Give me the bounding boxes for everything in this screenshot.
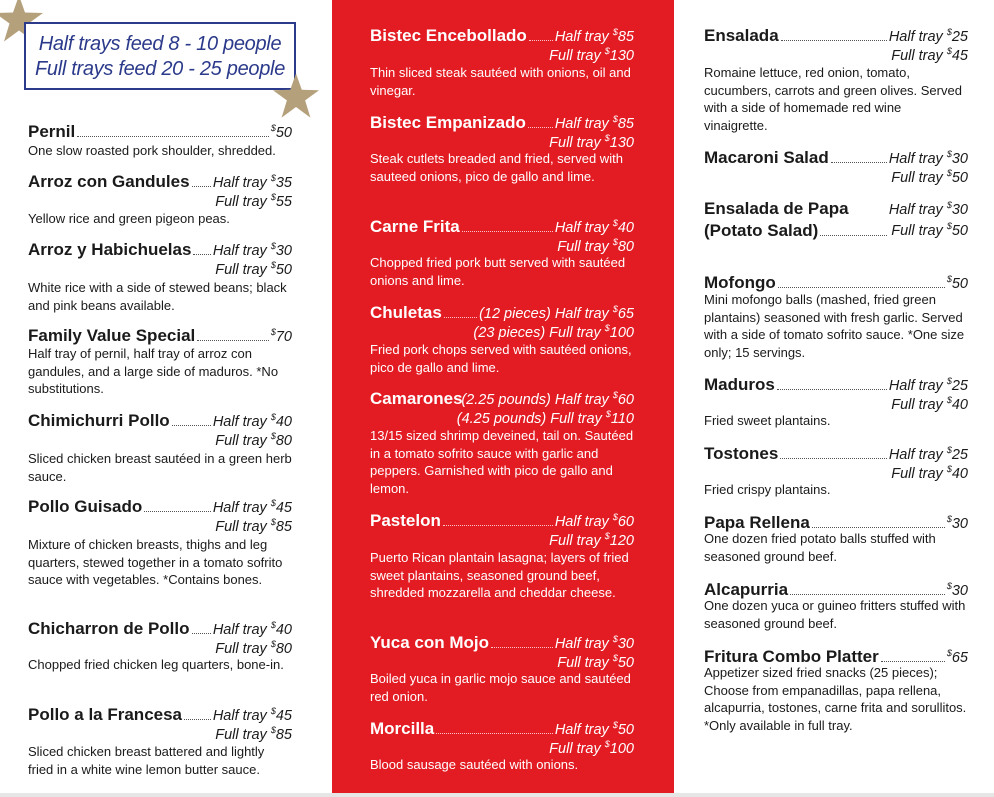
price-second [215,727,292,744]
price-second-amount: 50 [275,262,292,278]
price-first [555,722,634,739]
price-second-label: Full tray [215,433,267,449]
menu-item-description: Puerto Rican plantain lasagna; layers of fried sweet plantains, seasoned ground beef, shredded mozzarella and cheddar cheese. [370,550,629,601]
price-first-label: Half tray [554,636,609,652]
menu-item [370,719,634,772]
dot-leader [529,40,553,41]
price-first [555,29,634,46]
price-first-label: 30 [951,583,968,599]
price-first-label: 70 [275,329,292,345]
price-first-amount: 25 [951,378,968,394]
menu-item [370,113,634,184]
currency-symbol: $ [270,498,276,509]
price-first [555,116,634,133]
menu-item-name: Camarones [370,389,463,408]
price-second-amount: 120 [609,533,634,549]
menu-item-name: Chimichurri Pollo [28,411,170,430]
currency-symbol: $ [270,431,276,442]
price-first-label: Half tray [888,378,943,394]
price-first [555,514,634,531]
price-second-amount: 85 [275,519,292,535]
price-second [891,48,968,65]
banner-line-full: Full trays feed 20 - 25 people [34,58,286,80]
menu-item-header [704,26,968,64]
menu-item-header [704,199,968,240]
currency-symbol: $ [946,149,952,160]
dot-leader [444,317,477,318]
price-second-amount: 110 [610,411,634,427]
price-second-label: (4.25 pounds) Full tray [456,411,602,427]
menu-item-name: Mofongo [704,273,776,292]
price-second-amount: 130 [609,135,634,151]
menu-item-description: One dozen fried potato balls stuffed with seasoned ground beef. [704,531,936,564]
menu-item [370,26,634,98]
menu-item-description: Yellow rice and green pigeon peas. [28,211,230,226]
price-second-amount: 50 [951,223,968,239]
dot-leader [192,633,211,634]
menu-item-header [370,113,634,151]
price-first-label: Half tray [888,202,943,218]
dot-leader [197,340,269,341]
price-first-label: Half tray [212,622,267,638]
currency-symbol: $ [946,274,952,285]
menu-item [28,122,292,158]
menu-item [28,240,292,313]
price-first-label: Half tray [888,29,943,45]
price-second-amount: 85 [275,727,292,743]
price-first [555,220,634,237]
price-second-label: Full tray [549,48,601,64]
menu-item [370,511,634,601]
price-first-amount: 25 [951,29,968,45]
menu-item-name: Pernil [28,122,76,141]
price-second [891,223,968,240]
menu-item-description: Sliced chicken breast sautéed in a green herb sauce. [28,451,292,484]
price-first-label: Half tray [212,243,267,259]
currency-symbol: $ [946,648,952,659]
dot-leader [528,127,553,128]
dot-leader [462,231,553,232]
menu-item [28,326,292,397]
menu-item-description: Half tray of pernil, half tray of arroz con gandules, and a large side of maduros. *No substitutions. [28,346,279,397]
menu-item [704,148,968,186]
price-first-label: Half tray [554,116,609,132]
menu-item-header [28,326,292,346]
dot-leader [184,719,211,720]
menu-item-name: Papa Rellena [704,513,810,532]
menu-item [704,273,968,360]
menu-item [704,580,968,631]
price-second-label: Full tray [549,533,601,549]
price-first-amount: 60 [617,392,634,408]
price-first-label: Half tray [554,514,609,530]
price-second-label: Full tray [557,655,609,671]
price-first-label: Half tray [212,500,267,516]
menu-item-name: Chuletas [370,303,442,322]
currency-symbol: $ [270,241,276,252]
price-first [889,447,968,464]
dot-leader [790,594,945,595]
price-second [215,262,292,279]
menu-item-description: Chopped fried pork butt served with sautéed onions and lime. [370,255,626,288]
price-second [215,519,292,536]
menu-item [28,172,292,226]
currency-symbol: $ [270,123,276,134]
page-bottom-rule [0,793,994,797]
menu-item-header [370,217,634,255]
banner-line-half: Half trays feed 8 - 10 people [38,33,282,55]
price-second [473,325,634,342]
price-first-label: Half tray [212,414,267,430]
menu-item-description: Fried crispy plantains. [704,482,831,497]
price-first-label: 65 [951,650,968,666]
dot-leader [778,287,945,288]
price-first-amount: 85 [617,116,634,132]
currency-symbol: $ [270,260,276,271]
price-first-amount: 30 [951,202,968,218]
price-second-label: Full tray [549,135,601,151]
price-first [271,125,292,142]
menu-item-description: Mixture of chicken breasts, thighs and leg quarters, stewed together in a tomato sofrito sauce with vegetables. *Contains bones. [28,537,283,588]
price-first-amount: 30 [617,636,634,652]
menu-item-header [28,240,292,278]
star-icon [272,72,320,120]
dot-leader [443,525,553,526]
price-first-amount: 25 [951,447,968,463]
price-first-label: 50 [275,125,292,141]
currency-symbol: $ [270,725,276,736]
currency-symbol: $ [270,620,276,631]
menu-item-name: Pollo Guisado [28,497,143,516]
currency-symbol: $ [946,395,952,406]
menu-item-name: Fritura Combo Platter [704,647,879,666]
menu-item [704,513,968,564]
price-second-amount: 80 [617,239,634,255]
menu-item-name: Macaroni Salad [704,148,829,167]
menu-item [370,389,634,496]
currency-symbol: $ [270,327,276,338]
menu-item-header [704,148,968,186]
currency-symbol: $ [946,168,952,179]
price-second-amount: 50 [951,170,968,186]
price-second [549,48,634,65]
price-second-label: Full tray [891,170,943,186]
menu-item-header [370,719,634,757]
dot-leader [781,40,887,41]
price-first [213,414,292,431]
menu-item [704,647,968,733]
currency-symbol: $ [270,192,276,203]
currency-symbol: $ [270,517,276,528]
dot-leader [780,458,887,459]
dot-leader [192,186,211,187]
menu-item [370,633,634,704]
price-second-amount: 80 [275,641,292,657]
menu-item-name: Family Value Special [28,326,196,345]
menu-item-header [370,511,634,549]
price-second-label: Full tray [215,519,267,535]
price-second-label: (23 pieces) Full tray [473,325,601,341]
dot-leader [831,162,887,163]
currency-symbol: $ [612,27,618,38]
price-first [889,378,968,395]
menu-item-header [370,26,634,64]
currency-symbol: $ [946,581,952,592]
price-second-label: Full tray [891,223,943,239]
currency-symbol: $ [604,739,610,750]
menu-item [704,444,968,497]
dot-leader [77,136,269,137]
menu-item-description: Fried sweet plantains. [704,413,831,428]
menu-item [28,497,292,588]
currency-symbol: $ [270,706,276,717]
price-first-label: (12 pieces) Half tray [479,306,609,322]
menu-item-header [704,444,968,482]
price-first-amount: 45 [275,500,292,516]
menu-item-name: Tostones [704,444,779,463]
dot-leader [144,511,211,512]
menu-item-header [704,375,968,413]
menu-item-description: Thin sliced steak sautéed with onions, oil and vinegar. [370,65,631,98]
menu-item-name: Maduros [704,375,775,394]
price-first [213,708,292,725]
menu-item-header [28,497,292,535]
menu-item-header [28,172,292,210]
price-first-label: Half tray [554,220,609,236]
right-column [674,0,994,797]
price-first-amount: 40 [275,622,292,638]
menu-item-header [370,389,634,427]
menu-item-header [28,122,292,142]
currency-symbol: $ [612,304,618,315]
menu-item-name: Carne Frita [370,217,460,236]
price-second-amount: 100 [609,325,634,341]
menu-item-description: Sliced chicken breast battered and lightly fried in a white wine lemon butter sauce. [28,744,265,777]
currency-symbol: $ [612,237,618,248]
price-first-label: Half tray [212,175,267,191]
dot-leader [193,254,211,255]
price-second [891,170,968,187]
menu-item-description: White rice with a side of stewed beans; black and pink beans available. [28,280,287,313]
menu-item-name: Ensalada de Papa [704,199,849,218]
price-first-amount: 30 [951,151,968,167]
menu-item-name: Alcapurria [704,580,789,599]
price-second-label: Full tray [215,262,267,278]
menu-item-header [370,303,634,341]
currency-symbol: $ [946,221,952,232]
menu-item-name: Pollo a la Francesa [28,705,183,724]
price-first-label: Half tray [554,29,609,45]
price-first [479,306,634,323]
price-first-label: 30 [951,516,968,532]
menu-item-name: Chicharron de Pollo [28,619,190,638]
left-column [0,0,332,797]
currency-symbol: $ [612,512,618,523]
tray-size-banner [24,22,296,90]
menu-item [28,411,292,484]
currency-symbol: $ [946,445,952,456]
dot-leader [777,389,887,390]
currency-symbol: $ [604,323,610,334]
currency-symbol: $ [270,173,276,184]
menu-item [704,375,968,428]
currency-symbol: $ [612,218,618,229]
price-second-amount: 130 [609,48,634,64]
menu-item-description: Boiled yuca in garlic mojo sauce and sautéed red onion. [370,671,631,704]
price-first [555,636,634,653]
currency-symbol: $ [605,409,611,420]
price-second [457,411,634,428]
price-second [215,433,292,450]
menu-item [704,199,968,240]
price-second-label: Full tray [549,741,601,757]
dot-leader [491,647,553,648]
price-second-amount: 50 [617,655,634,671]
currency-symbol: $ [946,27,952,38]
dot-leader [436,733,553,734]
menu-item-description: Blood sausage sautéed with onions. [370,757,579,772]
menu-item [28,705,292,777]
menu-item-description: 13/15 sized shrimp deveined, tail on. Sautéed in a tomato sofrito sauce with garlic and peppers. Garnished with pico de gallo and lemon. [370,428,634,496]
price-second-label: Full tray [891,466,943,482]
menu-item-name-second-line: (Potato Salad) [704,221,819,240]
price-second-label: Full tray [891,48,943,64]
price-first [213,243,292,260]
price-first [213,175,292,192]
menu-item-header [704,273,968,293]
currency-symbol: $ [612,653,618,664]
price-first [461,392,634,409]
currency-symbol: $ [946,46,952,57]
price-first-amount: 45 [275,708,292,724]
price-first-label: Half tray [554,722,609,738]
currency-symbol: $ [612,390,618,401]
price-first [889,202,968,219]
price-second-label: Full tray [215,641,267,657]
currency-symbol: $ [604,46,610,57]
currency-symbol: $ [946,514,952,525]
price-first [213,622,292,639]
menu-item-name: Arroz y Habichuelas [28,240,192,259]
price-second-label: Full tray [215,194,267,210]
menu-item-name: Arroz con Gandules [28,172,190,191]
price-first [889,29,968,46]
menu-item-name: Bistec Empanizado [370,113,526,132]
menu-item-header [28,705,292,743]
price-second-amount: 100 [609,741,634,757]
menu-item-header [370,633,634,671]
dot-leader [881,661,945,662]
menu-item [704,26,968,133]
price-first-amount: 40 [617,220,634,236]
currency-symbol: $ [270,639,276,650]
price-first-amount: 40 [275,414,292,430]
currency-symbol: $ [946,464,952,475]
currency-symbol: $ [946,376,952,387]
price-first [213,500,292,517]
price-second [215,194,292,211]
price-first-amount: 65 [617,306,634,322]
currency-symbol: $ [612,720,618,731]
currency-symbol: $ [612,114,618,125]
price-first-amount: 50 [617,722,634,738]
menu-item-name: Bistec Encebollado [370,26,527,45]
menu-item [370,303,634,375]
currency-symbol: $ [270,412,276,423]
price-first-amount: 60 [617,514,634,530]
dot-leader [820,235,887,236]
price-first [889,151,968,168]
price-second-amount: 55 [275,194,292,210]
menu-item [28,619,292,672]
currency-symbol: $ [946,200,952,211]
price-second-label: Full tray [557,239,609,255]
menu-item-name: Yuca con Mojo [370,633,490,652]
price-first [271,329,292,346]
price-first-label: 50 [951,276,968,292]
menu-item-description: One dozen yuca or guineo fritters stuffed with seasoned ground beef. [704,598,966,631]
middle-column [332,0,674,797]
price-second-amount: 80 [275,433,292,449]
menu-item-description: Chopped fried chicken leg quarters, bone-in. [28,657,284,672]
menu-item-name: Morcilla [370,719,435,738]
price-first-amount: 35 [275,175,292,191]
menu-item-description: Steak cutlets breaded and fried, served with sauteed onions, pico de gallo and lime. [370,151,623,184]
price-first-label: Half tray [888,151,943,167]
price-second-amount: 40 [951,466,968,482]
menu-item-description: One slow roasted pork shoulder, shredded. [28,143,276,158]
menu-item-name: Ensalada [704,26,779,45]
price-first-label: (2.25 pounds) Half tray [461,392,609,408]
price-second-amount: 45 [951,48,968,64]
menu-item-description: Appetizer sized fried snacks (25 pieces); Choose from empanadillas, papa rellena, alcapurria, tostones, carne frita and sorullitos. *Only available in full tray. [704,665,967,733]
price-second [549,533,634,550]
price-second-label: Full tray [891,397,943,413]
currency-symbol: $ [604,531,610,542]
menu-item [370,217,634,288]
menu-item-header [28,619,292,657]
dot-leader [812,527,945,528]
menu-item-name: Pastelon [370,511,441,530]
price-second-label: Full tray [215,727,267,743]
menu-item-header [28,411,292,449]
price-first-label: Half tray [212,708,267,724]
price-first-label: Half tray [888,447,943,463]
menu-item-description: Mini mofongo balls (mashed, fried green plantains) seasoned with fresh garlic. Served with a side of tomato sofrito sauce. *One size only; 15 servings. [704,292,965,360]
currency-symbol: $ [604,133,610,144]
price-first-amount: 30 [275,243,292,259]
price-second-amount: 40 [951,397,968,413]
menu-item-description: Romaine lettuce, red onion, tomato, cucumbers, carrots and green olives. Served with a side of homemade red wine vinaigrette. [704,65,962,133]
price-first-amount: 85 [617,29,634,45]
dot-leader [172,425,211,426]
menu-item-description: Fried pork chops served with sautéed onions, pico de gallo and lime. [370,342,632,375]
currency-symbol: $ [612,634,618,645]
